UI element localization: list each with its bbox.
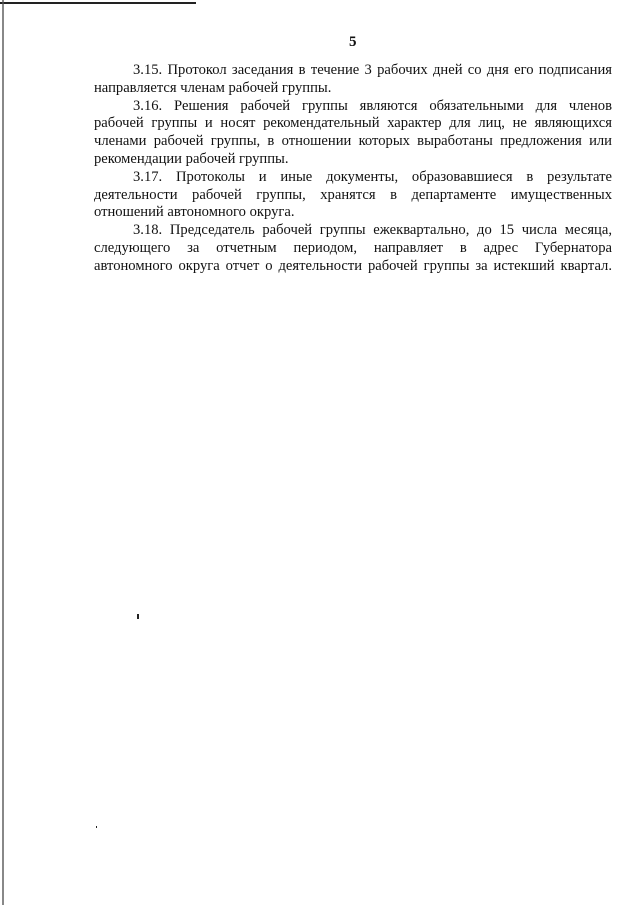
scan-border-top bbox=[0, 2, 196, 4]
paragraph-3-15 bbox=[94, 62, 612, 98]
document-body bbox=[94, 62, 612, 276]
paragraph-3-18 bbox=[94, 222, 612, 275]
text-line: отношений автономного округа. bbox=[94, 204, 295, 221]
text-line: деятельности рабочей группы, хранятся в департаменте имущественных bbox=[94, 186, 612, 203]
text-line: 3.17. Протоколы и иные документы, образовавшиеся в результате bbox=[133, 168, 612, 185]
text-line: 3.16. Решения рабочей группы являются обязательными для членов bbox=[133, 97, 612, 114]
text-line: рабочей группы и носят рекомендательный характер для лиц, не являющихся bbox=[94, 115, 612, 132]
text-line: 3.15. Протокол заседания в течение 3 рабочих дней со дня его подписания bbox=[133, 62, 612, 78]
scan-border-left bbox=[2, 0, 4, 905]
paragraph-3-17 bbox=[94, 169, 612, 222]
scan-speck bbox=[137, 614, 139, 619]
page-number: 5 bbox=[349, 34, 357, 50]
text-line: рекомендации рабочей группы. bbox=[94, 150, 289, 167]
text-line: 3.18. Председатель рабочей группы ежеквартально, до 15 числа месяца, bbox=[133, 222, 612, 239]
scan-speck bbox=[96, 826, 97, 828]
paragraph-3-16 bbox=[94, 98, 612, 169]
text-line: направляется членам рабочей группы. bbox=[94, 79, 332, 96]
text-line: автономного округа отчет о деятельности рабочей группы за истекший квартал. bbox=[94, 257, 612, 274]
text-line: членами рабочей группы, в отношении которых выработаны предложения или bbox=[94, 133, 612, 150]
text-line: следующего за отчетным периодом, направляет в адрес Губернатора bbox=[94, 239, 612, 256]
